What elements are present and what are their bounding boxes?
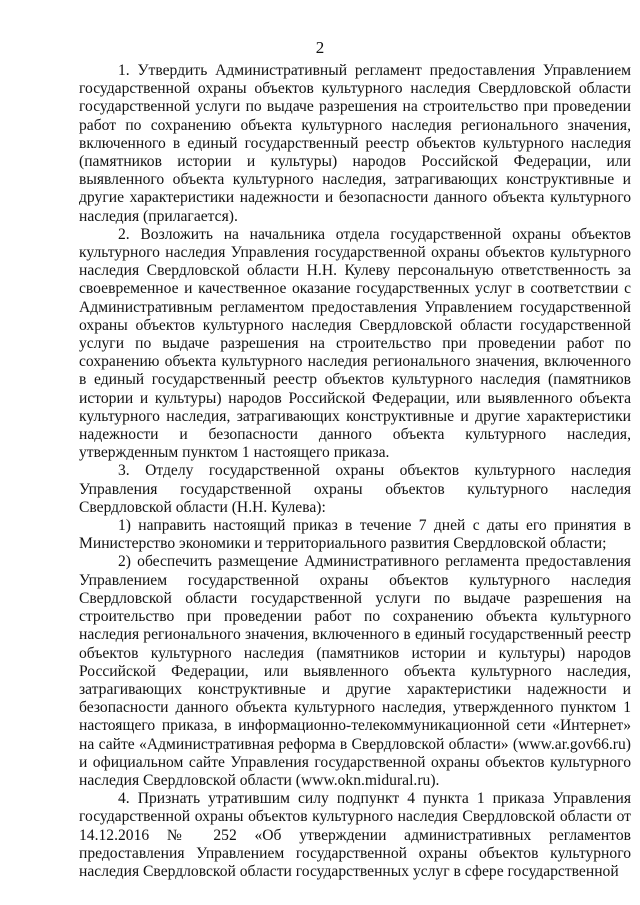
paragraph-item-3: 3. Отделу государственной охраны объектов культурного наследия Управления государственной охраны объектов культурного наследия Свердловской области (Н.Н. Кулева): — [79, 462, 631, 516]
paragraph-item-2: 2. Возложить на начальника отдела государственной охраны объектов культурного наследия Управления государственной охраны объектов культурного наследия Свердловской области Н.Н. Кулеву персональную ответственность за своевременное и качественное оказание государственных услуг в соответствии с Административным регламентом предоставления Управлением государственной охраны объектов культурного наследия Свердловской области государственной услуги по выдаче разрешения на строительство при проведении работ по сохранению объекта культурного наследия регионального значения, включенного в единый государственный реестр объектов культурного наследия (памятников истории и культуры) народов Российской Федерации, или выявленного объекта культурного наследия, затрагивающих конструктивные и другие характеристики надежности и безопасности данного объекта культурного наследия, утвержденным пунктом 1 настоящего приказа. — [79, 225, 631, 462]
page-number: 2 — [315, 38, 325, 57]
document-body — [79, 62, 631, 881]
paragraph-subitem-1: 1) направить настоящий приказ в течение 7 дней с даты его принятия в Министерство экономики и территориального развития Свердловской области; — [79, 517, 631, 553]
paragraph-subitem-2: 2) обеспечить размещение Административного регламента предоставления Управлением государственной охраны объектов культурного наследия Свердловской области государственной услуги по выдаче разрешения на строительство при проведении работ по сохранению объекта культурного наследия регионального значения, включенного в единый государственный реестр объектов культурного наследия (памятников истории и культуры) народов Российской Федерации, или выявленного объекта культурного наследия, затрагивающих конструктивные и другие характеристики надежности и безопасности данного объекта культурного наследия, утвержденного пунктом 1 настоящего приказа, в информационно-телекоммуникационной сети «Интернет» на сайте «Административная реформа в Свердловской области» (www.ar.gov66.ru) и официальном сайте Управления государственной охраны объектов культурного наследия Свердловской области (www.okn.midural.ru). — [79, 553, 631, 789]
paragraph-item-1: 1. Утвердить Административный регламент предоставления Управлением государственной охраны объектов культурного наследия Свердловской области государственной услуги по выдаче разрешения на строительство при проведении работ по сохранению объекта культурного наследия регионального значения, включенного в единый государственный реестр объектов культурного наследия (памятников истории и культуры) народов Российской Федерации, или выявленного объекта культурного наследия, затрагивающих конструктивные и другие характеристики надежности и безопасности данного объекта культурного наследия (прилагается). — [79, 62, 631, 225]
paragraph-item-4: 4. Признать утратившим силу подпункт 4 пункта 1 приказа Управления государственной охраны объектов культурного наследия Свердловской области от 14.12.2016 № 252 «Об утверждении административных регламентов предоставления Управлением государственной охраны объектов культурного наследия Свердловской области государственных услуг в сфере государственной — [79, 790, 631, 880]
